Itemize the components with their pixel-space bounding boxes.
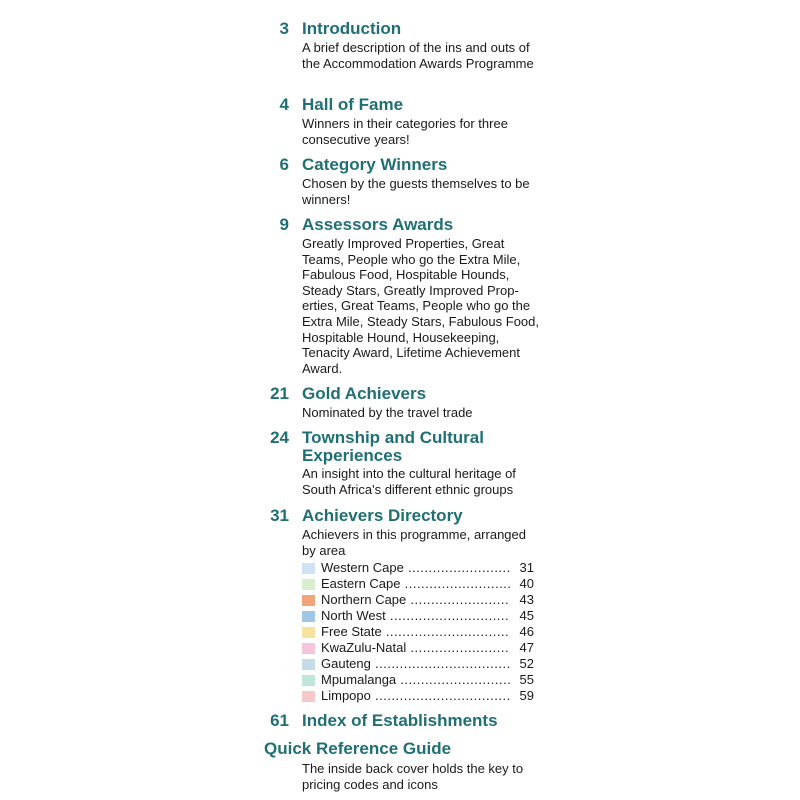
directory-area-name: Free State ..... <box>321 624 510 640</box>
toc-entry-title: Introduction <box>302 19 402 38</box>
toc-page-number: 61 <box>270 711 289 730</box>
directory-page-number: 52 <box>519 656 534 671</box>
directory-row-free-state <box>302 624 534 640</box>
area-color-swatch <box>302 579 315 590</box>
area-color-swatch <box>302 675 315 686</box>
directory-area-name: Eastern Cape ..... <box>321 576 510 592</box>
directory-row-mpumalanga <box>302 672 534 688</box>
directory-page-number: 46 <box>519 624 534 639</box>
achievers-directory-list <box>302 560 534 704</box>
directory-page-number: 43 <box>519 592 534 607</box>
directory-row-eastern-cape <box>302 576 534 592</box>
toc-entry-title: Category Winners <box>302 155 448 174</box>
directory-page-number: 47 <box>519 640 534 655</box>
toc-page-number: 3 <box>279 19 289 38</box>
toc-entry-description: Greatly Improved Properties, Great Teams, People who go the Extra Mile, Fabulous Food, Hospitable Hounds, Steady Stars, Greatly Improved Properties, Great Teams, People who go the Extra Mile, Steady Stars, Fabulous Food, Hospitable Hound, Housekeeping, Tenacity Award, Lifetime Achievement Award. <box>302 236 539 376</box>
toc-page-number: 9 <box>279 215 289 234</box>
area-color-swatch <box>302 643 315 654</box>
toc-entry-title: Achievers Directory <box>302 506 463 525</box>
directory-area-name: North West ..... <box>321 608 510 624</box>
toc-page-number: 24 <box>270 428 289 447</box>
quick-reference-title: Quick Reference Guide <box>264 739 452 758</box>
toc-entry-description: Achievers in this programme, arranged by area <box>302 527 526 558</box>
area-color-swatch <box>302 563 315 574</box>
directory-area-name: Gauteng ..... <box>321 656 510 672</box>
toc-entry-title: Hall of Fame <box>302 95 404 114</box>
toc-page-number: 21 <box>270 384 289 403</box>
directory-page-number: 45 <box>519 608 534 623</box>
toc-entry-title: Index of Establishments <box>302 711 498 730</box>
area-color-swatch <box>302 595 315 606</box>
directory-page-number: 40 <box>519 576 534 591</box>
directory-page-number: 59 <box>519 688 534 703</box>
area-color-swatch <box>302 627 315 638</box>
directory-row-northern-cape <box>302 592 534 608</box>
toc-entry-description: A brief description of the ins and outs of the Accommodation Awards Programme <box>302 40 534 71</box>
toc-entry-description: Chosen by the guests themselves to be winners! <box>302 176 530 207</box>
directory-row-western-cape <box>302 560 534 576</box>
area-color-swatch <box>302 611 315 622</box>
toc-entry-description: Winners in their categories for three consecutive years! <box>302 116 508 147</box>
directory-row-north-west <box>302 608 534 624</box>
toc-entry-description: Nominated by the travel trade <box>302 405 473 420</box>
toc-entry-title: Gold Achievers <box>302 384 427 403</box>
area-color-swatch <box>302 659 315 670</box>
directory-row-kwazulu-natal <box>302 640 534 656</box>
directory-area-name: Northern Cape ..... <box>321 592 510 608</box>
directory-page-number: 55 <box>519 672 534 687</box>
directory-area-name: Mpumalanga ..... <box>321 672 510 688</box>
toc-entry-title: Township and Cultural Experiences <box>302 428 484 465</box>
quick-reference-description: The inside back cover holds the key to pricing codes and icons <box>302 761 524 792</box>
directory-area-name: Western Cape ..... <box>321 560 510 576</box>
directory-area-name: KwaZulu-Natal ..... <box>321 640 510 656</box>
toc-page-number: 4 <box>279 95 289 114</box>
toc-page-number: 6 <box>279 155 289 174</box>
directory-page-number: 31 <box>519 560 534 575</box>
directory-row-gauteng <box>302 656 534 672</box>
toc-entry-description: An insight into the cultural heritage of South Africa's different ethnic groups <box>302 466 516 497</box>
directory-row-limpopo <box>302 688 534 704</box>
area-color-swatch <box>302 691 315 702</box>
toc-page-number: 31 <box>270 506 289 525</box>
toc-entry-title: Assessors Awards <box>302 215 454 234</box>
directory-area-name: Limpopo ..... <box>321 688 510 704</box>
